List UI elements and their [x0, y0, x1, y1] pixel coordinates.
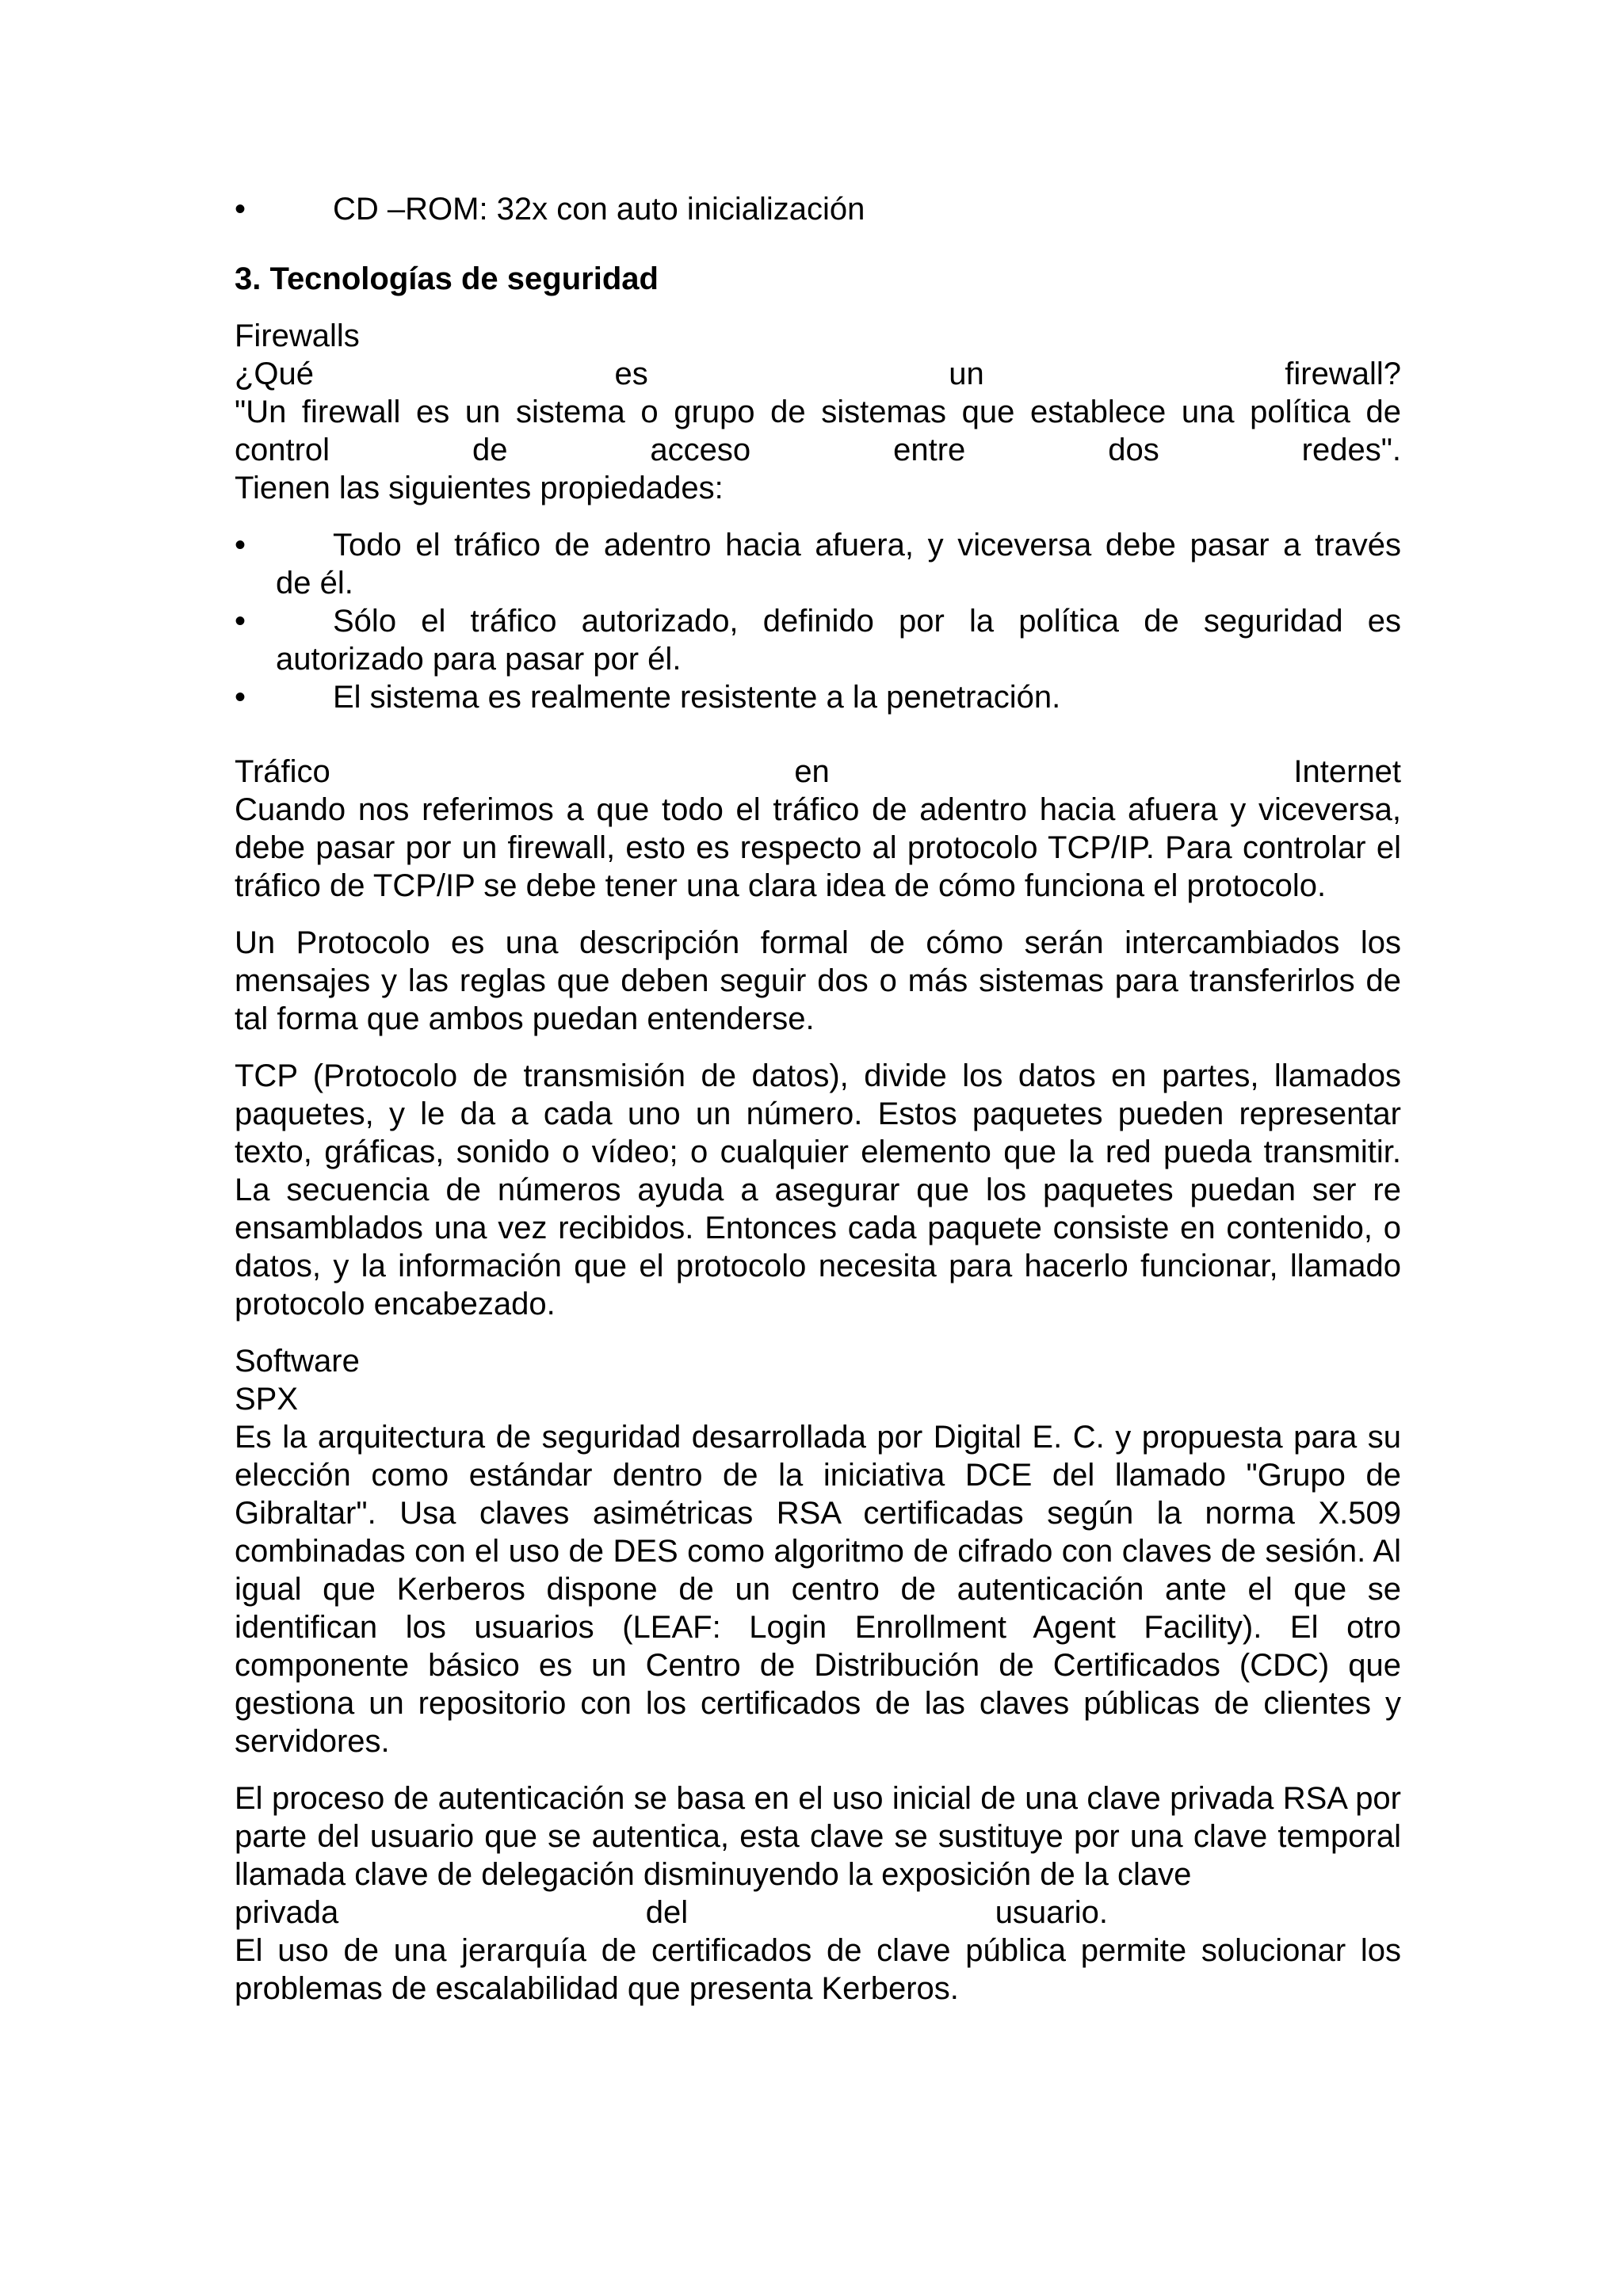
list-item: [235, 602, 1401, 678]
traffic-paragraph-3: TCP (Protocolo de transmisión de datos), divide los datos en partes, llamados paquetes, y le da a cada uno un número. Estos paquetes pueden representar texto, gráficas, sonido o vídeo; o cualquier elemento que la red pueda transmitir. La secuencia de números ayuda a asegurar que los paquetes puedan ser re ensamblados una vez recibidos. Entonces cada paquete consiste en contenido, o datos, y la información que el protocolo necesita para hacerlo funcionar, llamado protocolo encabezado.: [235, 1058, 1401, 1322]
firewall-definition-line-1: "Un firewall es un sistema o grupo de sistemas que establece una política de: [235, 395, 1401, 429]
bullet-icon: •: [234, 528, 246, 563]
traffic-title: Tráfico en Internet: [235, 754, 1401, 789]
list-item-text: El sistema es realmente resistente a la penetración.: [333, 680, 1061, 715]
spx-paragraph-3: El uso de una jerarquía de certificados de clave pública permite solucionar los problemas de escalabilidad que presenta Kerberos.: [235, 1933, 1401, 2006]
traffic-paragraph-2: Un Protocolo es una descripción formal de cómo serán intercambiados los mensajes y las reglas que deben seguir dos o más sistemas para transferirlos de tal forma que ambos puedan entenderse.: [235, 925, 1401, 1036]
bullet-icon: •: [234, 680, 246, 715]
list-item: [235, 526, 1401, 602]
document-body: [235, 190, 1401, 2008]
bullet-icon: •: [234, 192, 246, 227]
hardware-list: [235, 190, 1401, 228]
software-subtitle: SPX: [235, 1382, 299, 1417]
bullet-icon: •: [234, 604, 246, 639]
traffic-paragraph-1: Cuando nos referimos a que todo el tráfico de adentro hacia afuera y viceversa, debe pasar por un firewall, esto es respecto al protocolo TCP/IP. Para controlar el tráfico de TCP/IP se debe tener una clara idea de cómo funciona el protocolo.: [235, 792, 1401, 903]
section-heading: 3. Tecnologías de seguridad: [235, 261, 659, 296]
firewalls-title: Firewalls: [235, 318, 360, 353]
firewall-definition-line-2: control de acceso entre dos redes".: [235, 433, 1401, 467]
spx-paragraph-2-last-line: privada del usuario.: [235, 1895, 1108, 1930]
properties-intro: Tienen las siguientes propiedades:: [235, 471, 724, 505]
list-item-continuation: de él.: [276, 566, 353, 601]
list-item-text: Sólo el tráfico autorizado, definido por la política de seguridad es: [333, 604, 1401, 639]
list-item: [235, 678, 1401, 716]
spx-paragraph-1: Es la arquitectura de seguridad desarrollada por Digital E. C. y propuesta para su elección como estándar dentro de la iniciativa DCE del llamado "Grupo de Gibraltar". Usa claves asimétricas RSA certificadas según la norma X.509 combinadas con el uso de DES como algoritmo de cifrado con claves de sesión. Al igual que Kerberos dispone de un centro de autenticación ante el que se identifican los usuarios (LEAF: Login Enrollment Agent Facility). El otro componente básico es un Centro de Distribución de Certificados (CDC) que gestiona un repositorio con los certificados de las claves públicas de clientes y servidores.: [235, 1420, 1401, 1759]
list-item: [235, 190, 1401, 228]
list-item-text: Todo el tráfico de adentro hacia afuera, y viceversa debe pasar a través: [333, 528, 1401, 563]
firewall-question: ¿Qué es un firewall?: [235, 357, 1401, 391]
list-item-continuation: autorizado para pasar por él.: [276, 642, 682, 677]
software-title: Software: [235, 1344, 360, 1379]
spx-paragraph-2: El proceso de autenticación se basa en el uso inicial de una clave privada RSA por parte del usuario que se autentica, esta clave se sustituye por una clave temporal llamada clave de delegación disminuyendo la exposición de la clave: [235, 1781, 1401, 1892]
properties-list: [235, 526, 1401, 716]
list-item-text: CD –ROM: 32x con auto inicialización: [333, 192, 865, 227]
